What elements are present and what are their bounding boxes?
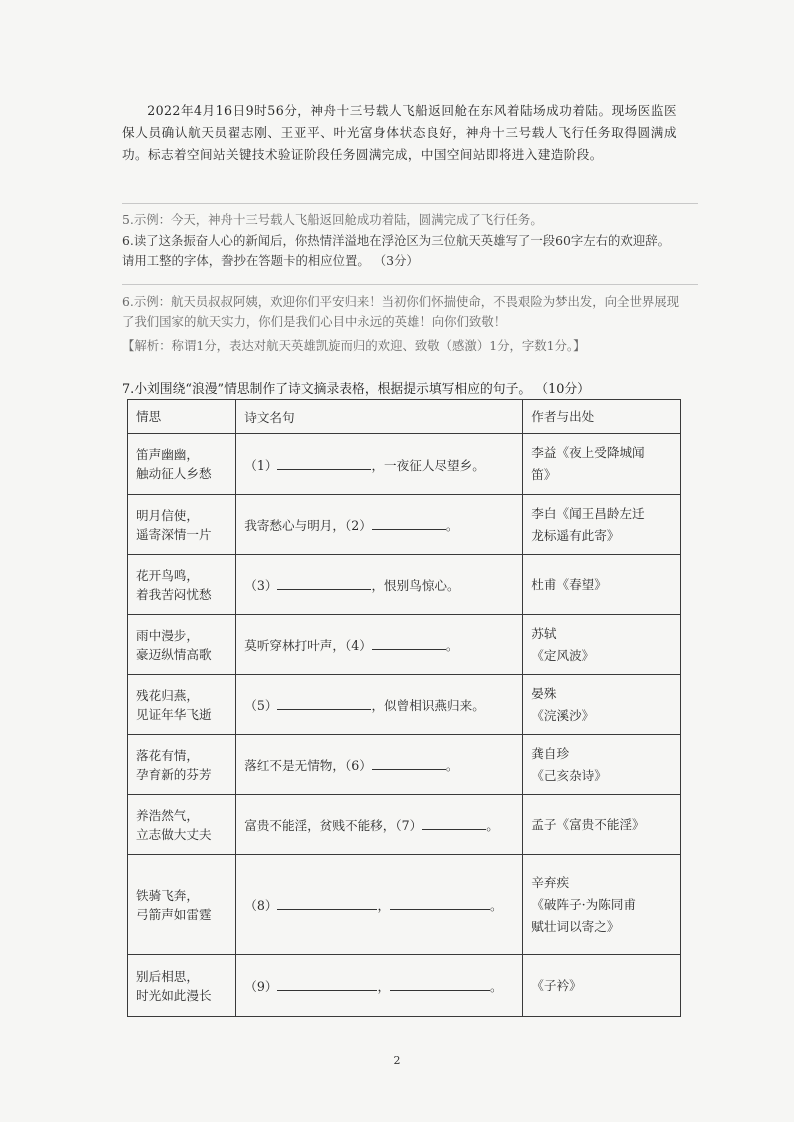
answer-blank-9b[interactable] [390,977,490,991]
line-cell: （1） ，一夜征人尽望乡。 [236,434,523,495]
answer-blank-2[interactable] [372,516,446,530]
feeling-cell: 雨中漫步， 豪迈纵情高歌 [128,615,236,675]
source-cell: 《子衿》 [523,955,681,1017]
answer-blank-8b[interactable] [390,896,490,910]
table-row [128,555,681,615]
line-cell: 落红不是无情物，（6） 。 [236,735,523,795]
source-cell: 李益《夜上受降城闻 笛》 [523,434,681,495]
divider [122,284,698,285]
line-cell: （8） ， 。 [236,855,523,955]
source-cell: 李白《闻王昌龄左迁 龙标遥有此寄》 [523,495,681,555]
header-source: 作者与出处 [523,400,681,434]
answer-blank-8a[interactable] [277,896,377,910]
answer-blank-3[interactable] [277,576,371,590]
table-row [128,855,681,955]
source-cell: 辛弃疾 《破阵子·为陈同甫 赋壮词以寄之》 [523,855,681,955]
answer-blank-6[interactable] [372,756,446,770]
table-row [128,675,681,735]
answer-blank-9a[interactable] [277,977,377,991]
line-cell: （3） ，恨别鸟惊心。 [236,555,523,615]
news-paragraph: 2022年4月16日9时56分，神舟十三号载人飞船返回舱在东风着陆场成功着陆。现场医监医保人员确认航天员翟志刚、王亚平、叶光富身体状态良好，神舟十三号载人飞行任务取得圆满成功。标志着空间站关键技术验证阶段任务圆满完成，中国空间站即将进入建造阶段。 [122,103,677,162]
table-row [128,434,681,495]
table-row [128,795,681,855]
question-7: 7.小刘围绕“浪漫”情思制作了诗文摘录表格，根据提示填写相应的句子。 （10分） [122,382,590,397]
feeling-cell: 明月信使， 遥寄深情一片 [128,495,236,555]
table-row [128,495,681,555]
feeling-cell: 铁骑飞奔， 弓箭声如雷霆 [128,855,236,955]
source-cell: 孟子《富贵不能淫》 [523,795,681,855]
source-cell: 晏殊 《浣溪沙》 [523,675,681,735]
source-cell: 杜甫《春望》 [523,555,681,615]
answer-5: 5.示例：今天，神舟十三号载人飞船返回舱成功着陆，圆满完成了飞行任务。 [122,212,543,227]
table-row [128,615,681,675]
feeling-cell: 落花有情， 孕育新的芬芳 [128,735,236,795]
source-cell: 龚自珍 《己亥杂诗》 [523,735,681,795]
line-cell: （5） ，似曾相识燕归来。 [236,675,523,735]
table-row [128,955,681,1017]
table-header-row [128,400,681,434]
feeling-cell: 养浩然气， 立志做大丈夫 [128,795,236,855]
poem-table [127,399,681,1017]
answer-blank-7[interactable] [422,816,486,830]
answer-blank-1[interactable] [277,456,371,470]
feeling-cell: 花开鸟鸣， 着我苦闷忧愁 [128,555,236,615]
analysis-6: 【解析：称谓1分，表达对航天英雄凯旋而归的欢迎、致敬（感激）1分，字数1分。】 [122,338,586,353]
header-feeling: 情思 [128,400,236,434]
page-number: 2 [393,1054,401,1067]
answer-blank-5[interactable] [277,696,371,710]
question-6: 6.读了这条振奋人心的新闻后，你热情洋溢地在浮沧区为三位航天英雄写了一段60字左右的欢迎辞。请用工整的字体，誊抄在答题卡的相应位置。 （3分） [122,233,670,268]
line-cell: 我寄愁心与明月，（2） 。 [236,495,523,555]
feeling-cell: 笛声幽幽， 触动征人乡愁 [128,434,236,495]
table-row [128,735,681,795]
line-cell: 富贵不能淫，贫贱不能移，（7） 。 [236,795,523,855]
line-cell: 莫听穿林打叶声，（4） 。 [236,615,523,675]
source-cell: 苏轼 《定风波》 [523,615,681,675]
line-cell: （9） ， 。 [236,955,523,1017]
divider [122,203,698,204]
feeling-cell: 残花归燕， 见证年华飞逝 [128,675,236,735]
feeling-cell: 别后相思， 时光如此漫长 [128,955,236,1017]
answer-6: 6.示例：航天员叔叔阿姨，欢迎你们平安归来！当初你们怀揣使命，不畏艰险为梦出发，向全世界展现了我们国家的航天实力，你们是我们心目中永远的英雄！向你们致敬！ [122,294,680,329]
header-line: 诗文名句 [236,400,523,434]
answer-blank-4[interactable] [372,636,446,650]
